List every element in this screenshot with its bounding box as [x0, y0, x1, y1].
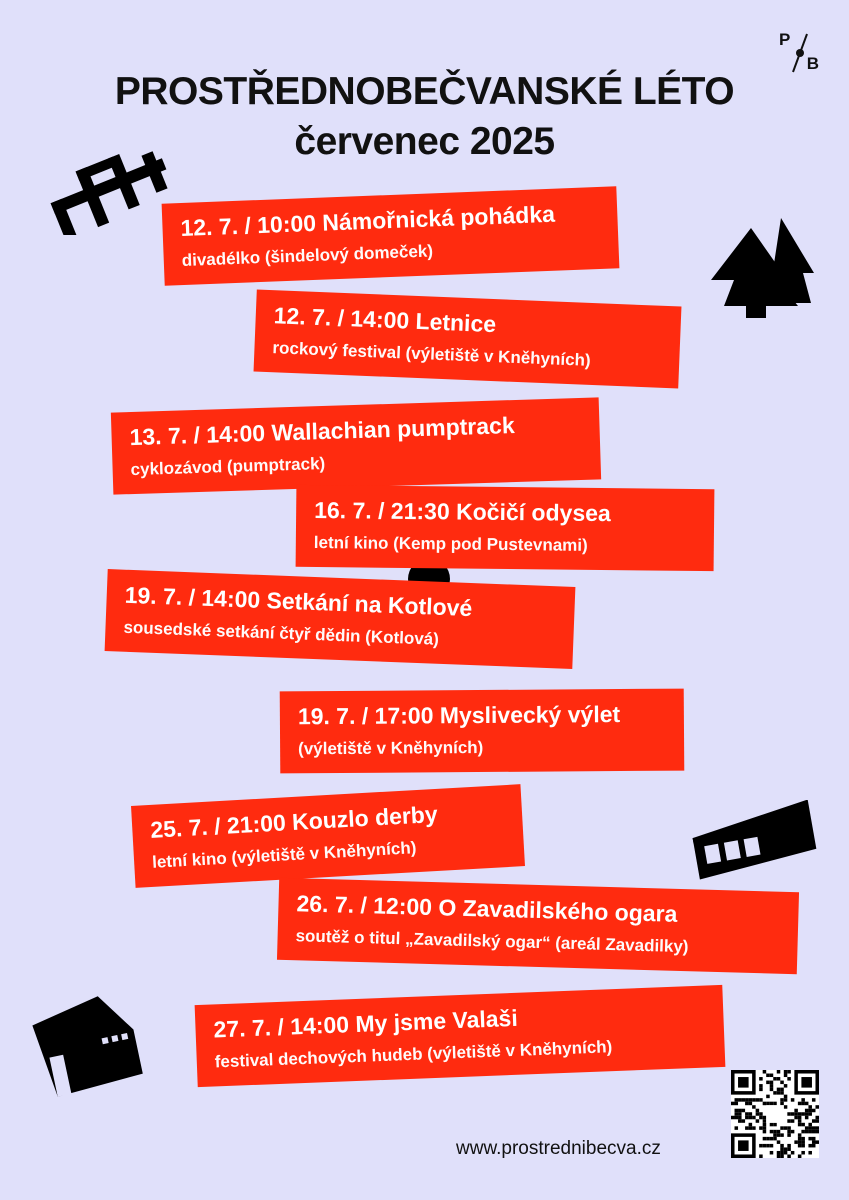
event-item — [195, 985, 726, 1087]
event-detail: festival dechových hudeb (výletiště v Kněhyních) — [214, 1037, 613, 1072]
event-title: 19. 7. / 14:00 Setkání na Kotlové — [124, 581, 473, 622]
event-detail: rockový festival (výletiště v Kněhyních) — [272, 338, 592, 370]
event-detail: divadélko (šindelový domeček) — [181, 241, 434, 271]
event-item — [111, 397, 601, 494]
trees-icon — [706, 218, 814, 323]
event-title: 27. 7. / 14:00 My jsme Valaši — [213, 1004, 519, 1043]
event-item — [280, 689, 685, 774]
event-title: 16. 7. / 21:30 Kočičí odysea — [314, 497, 611, 527]
event-title: 19. 7. / 17:00 Myslivecký výlet — [297, 701, 621, 730]
event-detail: cyklozávod (pumptrack) — [130, 453, 326, 480]
page-title: PROSTŘEDNOBEČVANSKÉ LÉTO — [114, 70, 735, 113]
event-detail: letní kino (Kemp pod Pustevnami) — [313, 532, 588, 555]
event-item — [277, 878, 799, 974]
event-title: 26. 7. / 12:00 O Zavadilského ogara — [296, 890, 678, 927]
brand-logo — [777, 30, 821, 74]
house-roof-icon — [684, 800, 819, 882]
event-item — [162, 186, 620, 285]
logo-letter-p: P — [779, 30, 791, 49]
event-detail: sousedské setkání čtyř dědin (Kotlová) — [123, 617, 440, 649]
event-title: 13. 7. / 14:00 Wallachian pumptrack — [129, 412, 516, 451]
event-detail: letní kino (výletiště v Kněhyních) — [151, 838, 417, 872]
event-title: 12. 7. / 14:00 Letnice — [273, 302, 497, 338]
page-subtitle: červenec 2025 — [294, 120, 555, 163]
event-detail: soutěž o titul „Zavadilský ogar“ (areál Zavadilky) — [295, 926, 689, 957]
event-title: 12. 7. / 10:00 Námořnická pohádka — [180, 200, 556, 242]
event-item — [254, 290, 682, 389]
event-detail: (výletiště v Kněhyních) — [298, 737, 484, 759]
event-item — [131, 784, 525, 888]
cottage-icon — [28, 990, 143, 1105]
event-item — [105, 569, 576, 669]
event-item — [296, 485, 715, 571]
event-title: 25. 7. / 21:00 Kouzlo derby — [149, 800, 439, 843]
logo-letter-b: B — [806, 54, 819, 73]
website-link[interactable]: www.prostrednibecva.cz — [456, 1138, 661, 1159]
qr-code-icon[interactable] — [731, 1070, 819, 1158]
